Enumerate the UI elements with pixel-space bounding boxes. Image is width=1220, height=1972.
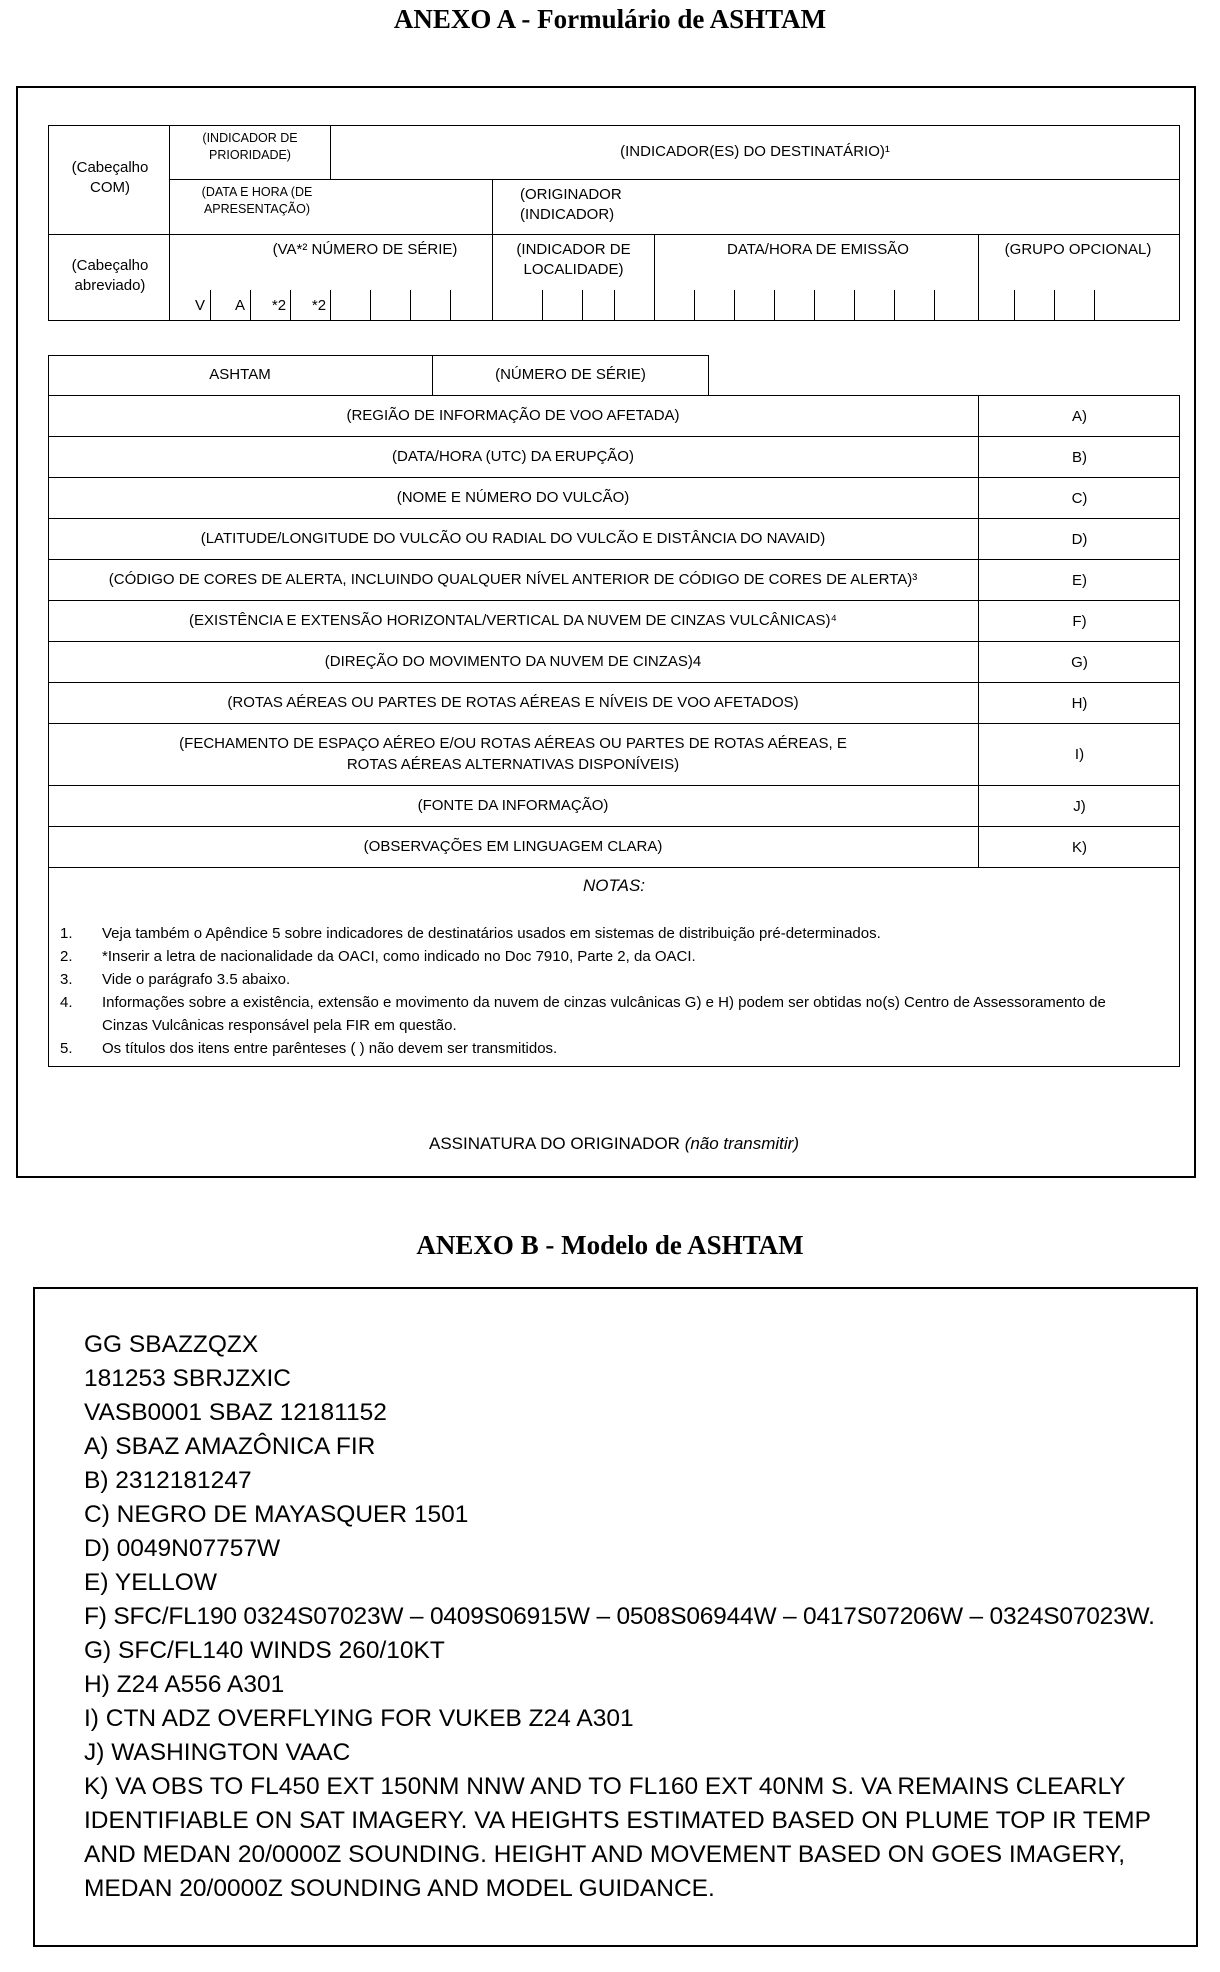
optional-group-label: (GRUPO OPCIONAL) bbox=[1004, 241, 1152, 258]
character-cell-tick bbox=[774, 290, 775, 321]
character-cell-tick bbox=[1014, 290, 1015, 321]
serial-number-label: (VA*² NÚMERO DE SÉRIE) bbox=[272, 241, 458, 258]
item-title: (DIREÇÃO DO MOVIMENTO DA NUVEM DE CINZAS)4 bbox=[48, 642, 979, 682]
character-cell-tick bbox=[330, 290, 331, 321]
character-cell-tick bbox=[1054, 290, 1055, 321]
character-cell-tick bbox=[694, 290, 695, 321]
header-divider bbox=[978, 234, 979, 321]
character-cell-tick bbox=[450, 290, 451, 321]
item-row bbox=[48, 786, 1180, 827]
model-line: VASB0001 SBAZ 12181152 bbox=[84, 1399, 387, 1426]
serial-cell-a: A bbox=[234, 297, 245, 314]
character-cell-tick bbox=[582, 290, 583, 321]
item-title: (CÓDIGO DE CORES DE ALERTA, INCLUINDO QUALQUER NÍVEL ANTERIOR DE CÓDIGO DE CORES DE ALERTA)³ bbox=[48, 560, 979, 600]
item-title: (ROTAS AÉREAS OU PARTES DE ROTAS AÉREAS E NÍVEIS DE VOO AFETADOS) bbox=[48, 683, 979, 723]
note-text: *Inserir a letra de nacionalidade da OACI, como indicado no Doc 7910, Parte 2, da OACI. bbox=[102, 948, 696, 965]
model-line: G) SFC/FL140 WINDS 260/10KT bbox=[84, 1637, 445, 1664]
header-divider bbox=[169, 179, 1180, 180]
item-title: (FECHAMENTO DE ESPAÇO AÉREO E/OU ROTAS AÉREAS OU PARTES DE ROTAS AÉREAS, E ROTAS AÉREAS ALTERNATIVAS DISPONÍVEIS) bbox=[48, 724, 979, 785]
ashtam-label: ASHTAM bbox=[209, 366, 271, 383]
model-line: C) NEGRO DE MAYASQUER 1501 bbox=[84, 1501, 469, 1528]
model-line: H) Z24 A556 A301 bbox=[84, 1671, 285, 1698]
model-line: E) YELLOW bbox=[84, 1569, 217, 1596]
item-code: J) bbox=[1073, 797, 1086, 815]
item-title: (OBSERVAÇÕES EM LINGUAGEM CLARA) bbox=[48, 827, 979, 867]
note-text: Informações sobre a existência, extensão e movimento da nuvem de cinzas vulcânicas G) e H) podem ser obtidas no(s) Centro de Assessoramento de Cinzas Vulcânicas responsável pela FIR em questão. bbox=[102, 994, 1106, 1034]
note-number: 2. bbox=[60, 948, 73, 965]
character-cell-tick bbox=[210, 290, 211, 321]
character-cell-tick bbox=[1094, 290, 1095, 321]
note-text: Veja também o Apêndice 5 sobre indicadores de destinatários usados em sistemas de distribuição pré-determinados. bbox=[102, 925, 881, 942]
item-code: H) bbox=[1071, 694, 1088, 712]
header-divider bbox=[654, 234, 655, 321]
annex-b-title: ANEXO B - Modelo de ASHTAM bbox=[416, 1230, 804, 1260]
character-cell-tick bbox=[934, 290, 935, 321]
ashtam-model-text bbox=[84, 1328, 1194, 1906]
item-row bbox=[48, 601, 1180, 642]
item-code: F) bbox=[1072, 612, 1087, 630]
item-code: I) bbox=[1074, 746, 1085, 763]
location-indicator-label: (INDICADOR DE LOCALIDADE) bbox=[516, 241, 631, 279]
item-title: (EXISTÊNCIA E EXTENSÃO HORIZONTAL/VERTICAL DA NUVEM DE CINZAS VULCÂNICAS)⁴ bbox=[48, 601, 979, 641]
item-row bbox=[48, 683, 1180, 724]
abbrev-header-label: (Cabeçalho abreviado) bbox=[71, 257, 149, 295]
model-line: B) 2312181247 bbox=[84, 1467, 252, 1494]
character-cell-tick bbox=[370, 290, 371, 321]
model-line: J) WASHINGTON VAAC bbox=[84, 1739, 351, 1766]
model-line: 181253 SBRJZXIC bbox=[84, 1365, 291, 1392]
item-code: A) bbox=[1072, 407, 1087, 425]
header-divider bbox=[169, 125, 170, 321]
item-row bbox=[48, 642, 1180, 683]
model-line: I) CTN ADZ OVERFLYING FOR VUKEB Z24 A301 bbox=[84, 1705, 634, 1732]
character-cell-tick bbox=[250, 290, 251, 321]
model-line: D) 0049N07757W bbox=[84, 1535, 281, 1562]
item-row bbox=[48, 724, 1180, 786]
item-code: E) bbox=[1072, 571, 1087, 589]
item-title: (FONTE DA INFORMAÇÃO) bbox=[48, 786, 979, 826]
model-line: GG SBAZZQZX bbox=[84, 1331, 259, 1358]
item-code: D) bbox=[1071, 530, 1088, 548]
item-code: G) bbox=[1071, 653, 1088, 671]
item-code: B) bbox=[1072, 448, 1087, 466]
ashtam-serial-label: (NÚMERO DE SÉRIE) bbox=[495, 366, 646, 383]
character-cell-tick bbox=[614, 290, 615, 321]
character-cell-tick bbox=[814, 290, 815, 321]
note-text: Os títulos dos itens entre parênteses ( ) não devem ser transmitidos. bbox=[102, 1040, 558, 1057]
header-divider bbox=[492, 179, 493, 321]
filing-datetime-label: (DATA E HORA (DE APRESENTAÇÃO) bbox=[201, 185, 313, 216]
note-number: 3. bbox=[60, 971, 73, 988]
annex-a-title: ANEXO A - Formulário de ASHTAM bbox=[393, 4, 827, 34]
originator-label: (ORIGINADOR (INDICADOR) bbox=[520, 186, 622, 224]
item-code: K) bbox=[1072, 838, 1087, 856]
item-row bbox=[48, 396, 1180, 437]
character-cell-tick bbox=[894, 290, 895, 321]
note-number: 1. bbox=[60, 925, 73, 942]
item-row bbox=[48, 519, 1180, 560]
item-title: (DATA/HORA (UTC) DA ERUPÇÃO) bbox=[48, 437, 979, 477]
notes-title: NOTAS: bbox=[582, 876, 646, 895]
item-title: (NOME E NÚMERO DO VULCÃO) bbox=[48, 478, 979, 518]
note-number: 5. bbox=[60, 1040, 73, 1057]
model-line: F) SFC/FL190 0324S07023W – 0409S06915W – 0508S06944W – 0417S07206W – 0324S07023W. bbox=[84, 1603, 1155, 1630]
character-cell-tick bbox=[290, 290, 291, 321]
issue-datetime-label: DATA/HORA DE EMISSÃO bbox=[727, 241, 909, 258]
item-title: (LATITUDE/LONGITUDE DO VULCÃO OU RADIAL DO VULCÃO E DISTÂNCIA DO NAVAID) bbox=[48, 519, 979, 559]
item-row bbox=[48, 478, 1180, 519]
signature-label: ASSINATURA DO ORIGINADOR bbox=[429, 1134, 680, 1153]
addressee-indicators-label: (INDICADOR(ES) DO DESTINATÁRIO)¹ bbox=[620, 143, 890, 160]
item-title: (REGIÃO DE INFORMAÇÃO DE VOO AFETADA) bbox=[48, 396, 979, 436]
serial-cell-nationality-2: *2 bbox=[311, 297, 327, 314]
serial-cell-nationality-1: *2 bbox=[271, 297, 287, 314]
priority-indicator-label: (INDICADOR DE PRIORIDADE) bbox=[202, 131, 298, 162]
character-cell-tick bbox=[854, 290, 855, 321]
header-divider bbox=[48, 234, 1180, 235]
item-row bbox=[48, 827, 1180, 868]
character-cell-tick bbox=[542, 290, 543, 321]
model-line: K) VA OBS TO FL450 EXT 150NM NNW AND TO FL160 EXT 40NM S. VA REMAINS CLEARLY IDENTIFIABLE ON SAT IMAGERY. VA HEIGHTS ESTIMATED BASED ON PLUME TOP IR TEMP AND MEDAN 20/0000Z SOUNDING. HEIGHT AND MOVEMENT BASED ON GOES IMAGERY, MEDAN 20/0000Z SOUNDING AND MODEL GUIDANCE. bbox=[84, 1773, 1156, 1902]
note-number: 4. bbox=[60, 994, 73, 1011]
character-cell-tick bbox=[410, 290, 411, 321]
character-cell-tick bbox=[734, 290, 735, 321]
serial-cell-v: V bbox=[194, 297, 205, 314]
originator-signature bbox=[48, 1134, 1180, 1154]
signature-note: (não transmitir) bbox=[684, 1134, 799, 1153]
com-header-label: (Cabeçalho COM) bbox=[71, 159, 149, 197]
note-text: Vide o parágrafo 3.5 abaixo. bbox=[102, 971, 291, 988]
item-row bbox=[48, 437, 1180, 478]
item-code: C) bbox=[1071, 489, 1088, 507]
model-line: A) SBAZ AMAZÔNICA FIR bbox=[84, 1433, 376, 1460]
item-row bbox=[48, 560, 1180, 601]
